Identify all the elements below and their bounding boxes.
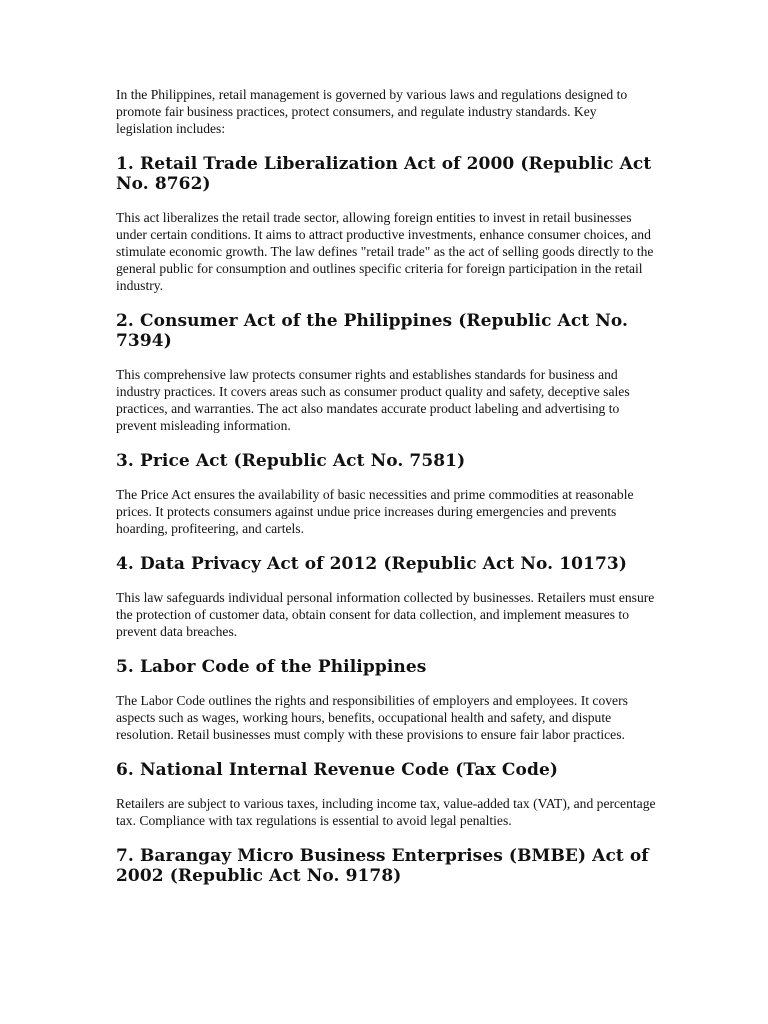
section-heading: 1. Retail Trade Liberalization Act of 2000 (Republic Act No. 8762) (116, 154, 652, 194)
section-2 (116, 311, 656, 434)
section-5 (116, 657, 656, 743)
section-6 (116, 760, 656, 829)
section-body: This act liberalizes the retail trade sector, allowing foreign entities to invest in retail businesses under certain conditions. It aims to attract productive investments, enhance consumer choices, and stimulate economic growth. The law defines "retail trade" as the act of selling goods directly to the general public for consumption and outlines specific criteria for foreign participation in the retail industry. (116, 210, 654, 293)
section-heading: 5. Labor Code of the Philippines (116, 657, 427, 677)
section-3 (116, 451, 656, 537)
section-body: This law safeguards individual personal information collected by businesses. Retailers must ensure the protection of customer data, obtain consent for data collection, and implement measures to prevent data breaches. (116, 590, 655, 639)
section-body: The Price Act ensures the availability of basic necessities and prime commodities at reasonable prices. It protects consumers against undue price increases during emergencies and prevents hoarding, profiteering, and cartels. (116, 487, 634, 536)
section-4 (116, 554, 656, 640)
section-heading: 6. National Internal Revenue Code (Tax Code) (116, 760, 559, 780)
section-1 (116, 154, 656, 294)
document-page (116, 86, 656, 901)
section-7 (116, 846, 656, 886)
section-body: Retailers are subject to various taxes, including income tax, value-added tax (VAT), and percentage tax. Compliance with tax regulations is essential to avoid legal penalties. (116, 796, 656, 828)
section-heading: 4. Data Privacy Act of 2012 (Republic Act No. 10173) (116, 554, 627, 574)
section-heading: 7. Barangay Micro Business Enterprises (BMBE) Act of 2002 (Republic Act No. 9178) (116, 846, 649, 886)
section-body: The Labor Code outlines the rights and responsibilities of employers and employees. It covers aspects such as wages, working hours, benefits, occupational health and safety, and dispute resolution. Retail businesses must comply with these provisions to ensure fair labor practices. (116, 693, 628, 742)
section-heading: 2. Consumer Act of the Philippines (Republic Act No. 7394) (116, 311, 629, 351)
intro-paragraph: In the Philippines, retail management is governed by various laws and regulations designed to promote fair business practices, protect consumers, and regulate industry standards. Key legislation includes: (116, 87, 628, 136)
section-body: This comprehensive law protects consumer rights and establishes standards for business and industry practices. It covers areas such as consumer product quality and safety, deceptive sales practices, and warranties. The act also mandates accurate product labeling and advertising to prevent misleading information. (116, 367, 630, 433)
section-heading: 3. Price Act (Republic Act No. 7581) (116, 451, 466, 471)
